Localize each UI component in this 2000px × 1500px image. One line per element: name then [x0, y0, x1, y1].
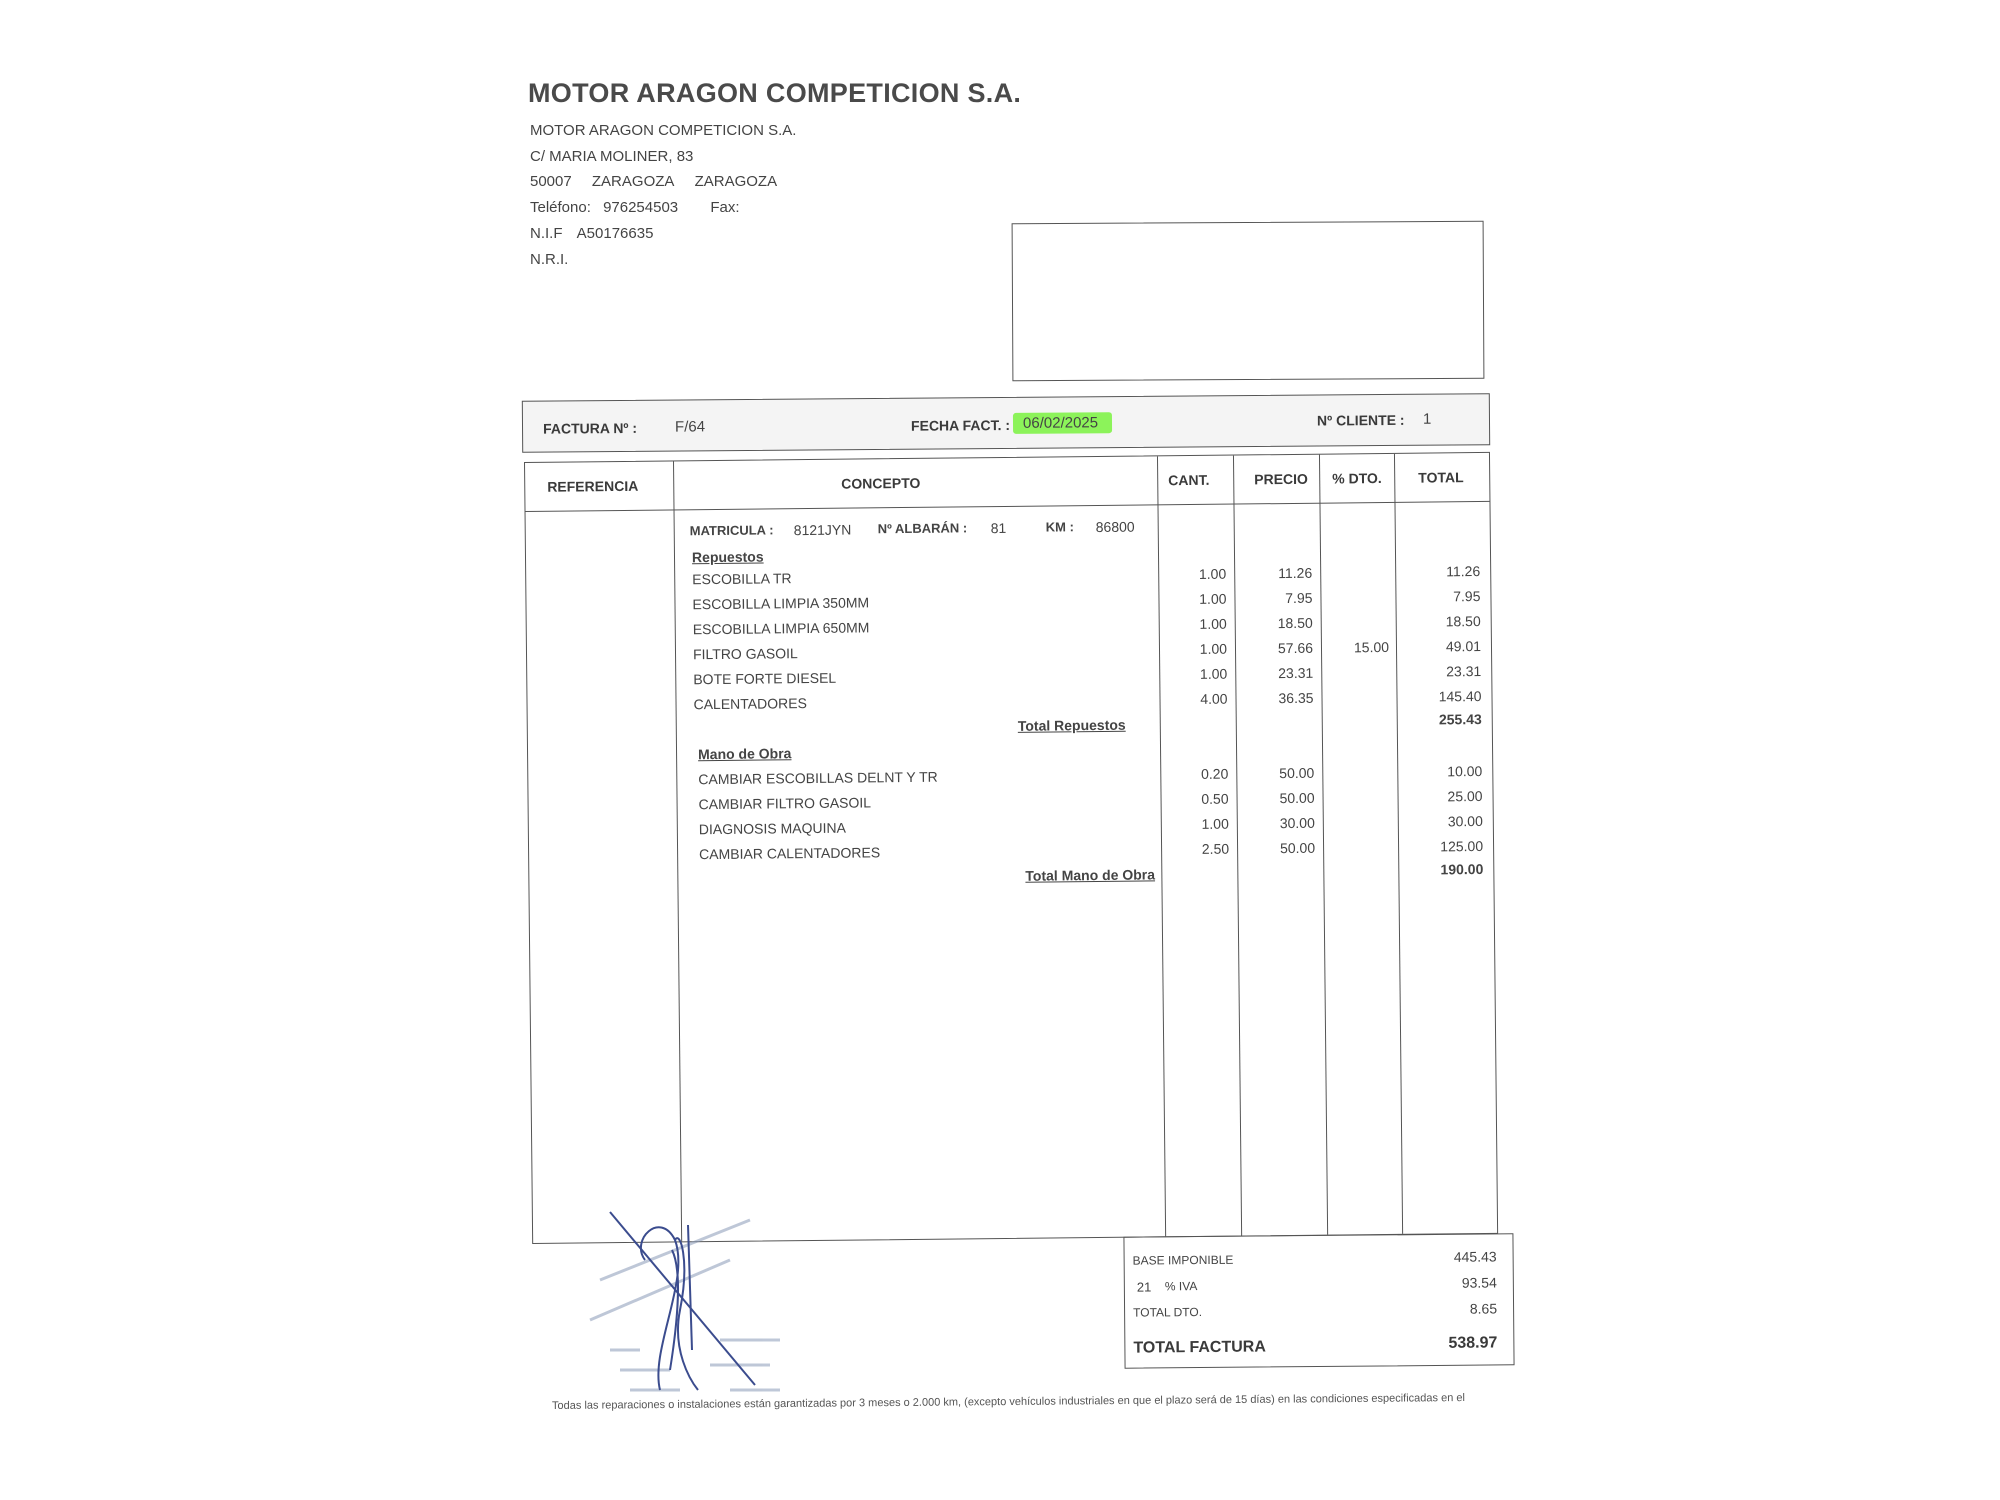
total-repuestos-value: 255.43: [1438, 710, 1482, 728]
col-divider: [673, 461, 682, 1241]
phone-value: 976254503: [603, 199, 679, 216]
company-phone-line: [530, 199, 740, 216]
total-factura-label: TOTAL FACTURA: [1133, 1338, 1266, 1357]
row-concepto: CAMBIAR ESCOBILLAS DELNT Y TR: [698, 768, 938, 788]
company-name: MOTOR ARAGON COMPETICION S.A.: [530, 122, 797, 139]
nif-value: A50176635: [576, 225, 654, 242]
header-referencia: REFERENCIA: [547, 477, 639, 495]
col-divider: [1233, 456, 1242, 1236]
row-total: 10.00: [1447, 762, 1483, 780]
total-dto-label: TOTAL DTO.: [1133, 1305, 1203, 1320]
row-dto: [1329, 839, 1391, 840]
invoice-date: 06/02/2025: [1013, 412, 1112, 434]
row-dto: [1327, 614, 1389, 615]
row-precio: 18.50: [1277, 614, 1313, 632]
company-title: MOTOR ARAGON COMPETICION S.A.: [528, 78, 1022, 108]
row-cant: 2.50: [1201, 840, 1230, 857]
totals-box: [1123, 1233, 1514, 1368]
repuestos-section-title: Repuestos: [691, 548, 764, 566]
row-precio: 50.00: [1279, 764, 1315, 782]
row-cant: 1.00: [1199, 615, 1227, 632]
row-precio: 7.95: [1285, 589, 1313, 607]
row-dto: [1326, 589, 1388, 590]
row-precio: 23.31: [1278, 664, 1314, 682]
phone-label: Teléfono:: [530, 199, 591, 216]
total-dto-value: 8.65: [1469, 1300, 1498, 1317]
iva-value: 93.54: [1461, 1274, 1497, 1291]
client-number: 1: [1422, 410, 1432, 428]
row-total: 7.95: [1453, 587, 1481, 605]
invoice-number: F/64: [674, 418, 706, 436]
row-total: 30.00: [1447, 812, 1483, 830]
fax-label: Fax:: [710, 199, 740, 216]
header-cant: CANT.: [1168, 471, 1210, 489]
invoice-number-label: FACTURA Nº :: [542, 419, 638, 437]
row-cant: 1.00: [1199, 590, 1227, 607]
header-total: TOTAL: [1418, 469, 1464, 486]
km-value: 86800: [1095, 518, 1135, 536]
row-total: 145.40: [1438, 687, 1482, 705]
row-total: 49.01: [1445, 637, 1482, 655]
total-mano-obra-value: 190.00: [1440, 860, 1484, 878]
row-total: 18.50: [1445, 612, 1481, 630]
row-concepto: FILTRO GASOIL: [692, 645, 798, 663]
row-dto: [1326, 564, 1388, 565]
row-concepto: CAMBIAR FILTRO GASOIL: [698, 794, 872, 813]
row-concepto: ESCOBILLA LIMPIA 650MM: [692, 619, 870, 638]
stamp-signature-image: [580, 1200, 820, 1410]
row-dto: [1329, 814, 1391, 815]
base-imponible-value: 445.43: [1453, 1248, 1497, 1265]
company-nif-line: [530, 225, 653, 242]
row-total: 125.00: [1440, 837, 1484, 855]
row-precio: 36.35: [1278, 689, 1314, 707]
row-precio: 30.00: [1279, 814, 1315, 832]
company-street: C/ MARIA MOLINER, 83: [530, 148, 694, 165]
mano-obra-section-title: Mano de Obra: [697, 745, 792, 763]
province: ZARAGOZA: [694, 173, 778, 190]
row-concepto: BOTE FORTE DIESEL: [693, 669, 837, 688]
header-precio: PRECIO: [1254, 470, 1308, 488]
row-concepto: ESCOBILLA LIMPIA 350MM: [692, 594, 870, 613]
total-repuestos-label: Total Repuestos: [1017, 716, 1126, 734]
city: ZARAGOZA: [591, 173, 675, 190]
row-dto: 15.00: [1353, 638, 1390, 656]
matricula-label: MATRICULA :: [689, 522, 774, 539]
postal-code: 50007: [530, 173, 572, 190]
row-concepto: DIAGNOSIS MAQUINA: [698, 819, 846, 838]
company-city-line: [530, 173, 777, 190]
col-divider: [1319, 455, 1328, 1235]
row-total: 11.26: [1446, 562, 1481, 580]
row-cant: 0.50: [1201, 790, 1229, 807]
nri-label: N.R.I.: [530, 251, 569, 268]
albaran-label: Nº ALBARÁN :: [877, 520, 968, 537]
row-cant: 1.00: [1201, 815, 1229, 832]
matricula-value: 8121JYN: [793, 521, 852, 539]
albaran-value: 81: [990, 519, 1007, 537]
client-number-label: Nº CLIENTE :: [1316, 411, 1405, 429]
row-cant: 1.00: [1198, 565, 1227, 582]
row-total: 25.00: [1447, 787, 1483, 805]
footer-warranty-note: Todas las reparaciones o instalaciones están garantizadas por 3 meses o 2.000 km, (excepto vehículos industriales en que el plazo será de 15 días) en las condiciones especificadas en el: [551, 1392, 1465, 1412]
row-precio: 50.00: [1279, 789, 1315, 807]
row-dto: [1327, 664, 1389, 665]
recipient-box: [1012, 221, 1485, 381]
total-mano-obra-label: Total Mano de Obra: [1025, 866, 1156, 884]
row-cant: 1.00: [1199, 665, 1228, 682]
invoice-date-label: FECHA FACT. :: [910, 416, 1011, 434]
row-precio: 50.00: [1279, 839, 1316, 857]
row-dto: [1328, 764, 1390, 765]
table-header-divider: [526, 501, 1490, 512]
row-dto: [1327, 689, 1389, 690]
header-dto: % DTO.: [1332, 470, 1382, 487]
row-dto: [1328, 789, 1390, 790]
nif-label: N.I.F: [530, 225, 563, 242]
row-concepto: ESCOBILLA TR: [692, 570, 792, 588]
iva-label: % IVA: [1164, 1279, 1198, 1294]
base-imponible-label: BASE IMPONIBLE: [1132, 1252, 1234, 1268]
row-concepto: CALENTADORES: [693, 695, 807, 713]
km-label: KM :: [1045, 519, 1074, 535]
row-cant: 0.20: [1200, 765, 1229, 782]
row-cant: 1.00: [1199, 640, 1228, 657]
row-cant: 4.00: [1200, 690, 1228, 707]
invoice-info-bar: [522, 393, 1490, 453]
row-total: 23.31: [1446, 662, 1482, 680]
items-table: [524, 452, 1498, 1244]
iva-rate: 21: [1136, 1279, 1152, 1295]
row-precio: 57.66: [1277, 639, 1314, 657]
header-concepto: CONCEPTO: [841, 474, 921, 492]
col-divider: [1157, 456, 1166, 1236]
total-factura-value: 538.97: [1448, 1334, 1498, 1352]
row-concepto: CAMBIAR CALENTADORES: [699, 844, 881, 863]
row-precio: 11.26: [1278, 564, 1313, 582]
